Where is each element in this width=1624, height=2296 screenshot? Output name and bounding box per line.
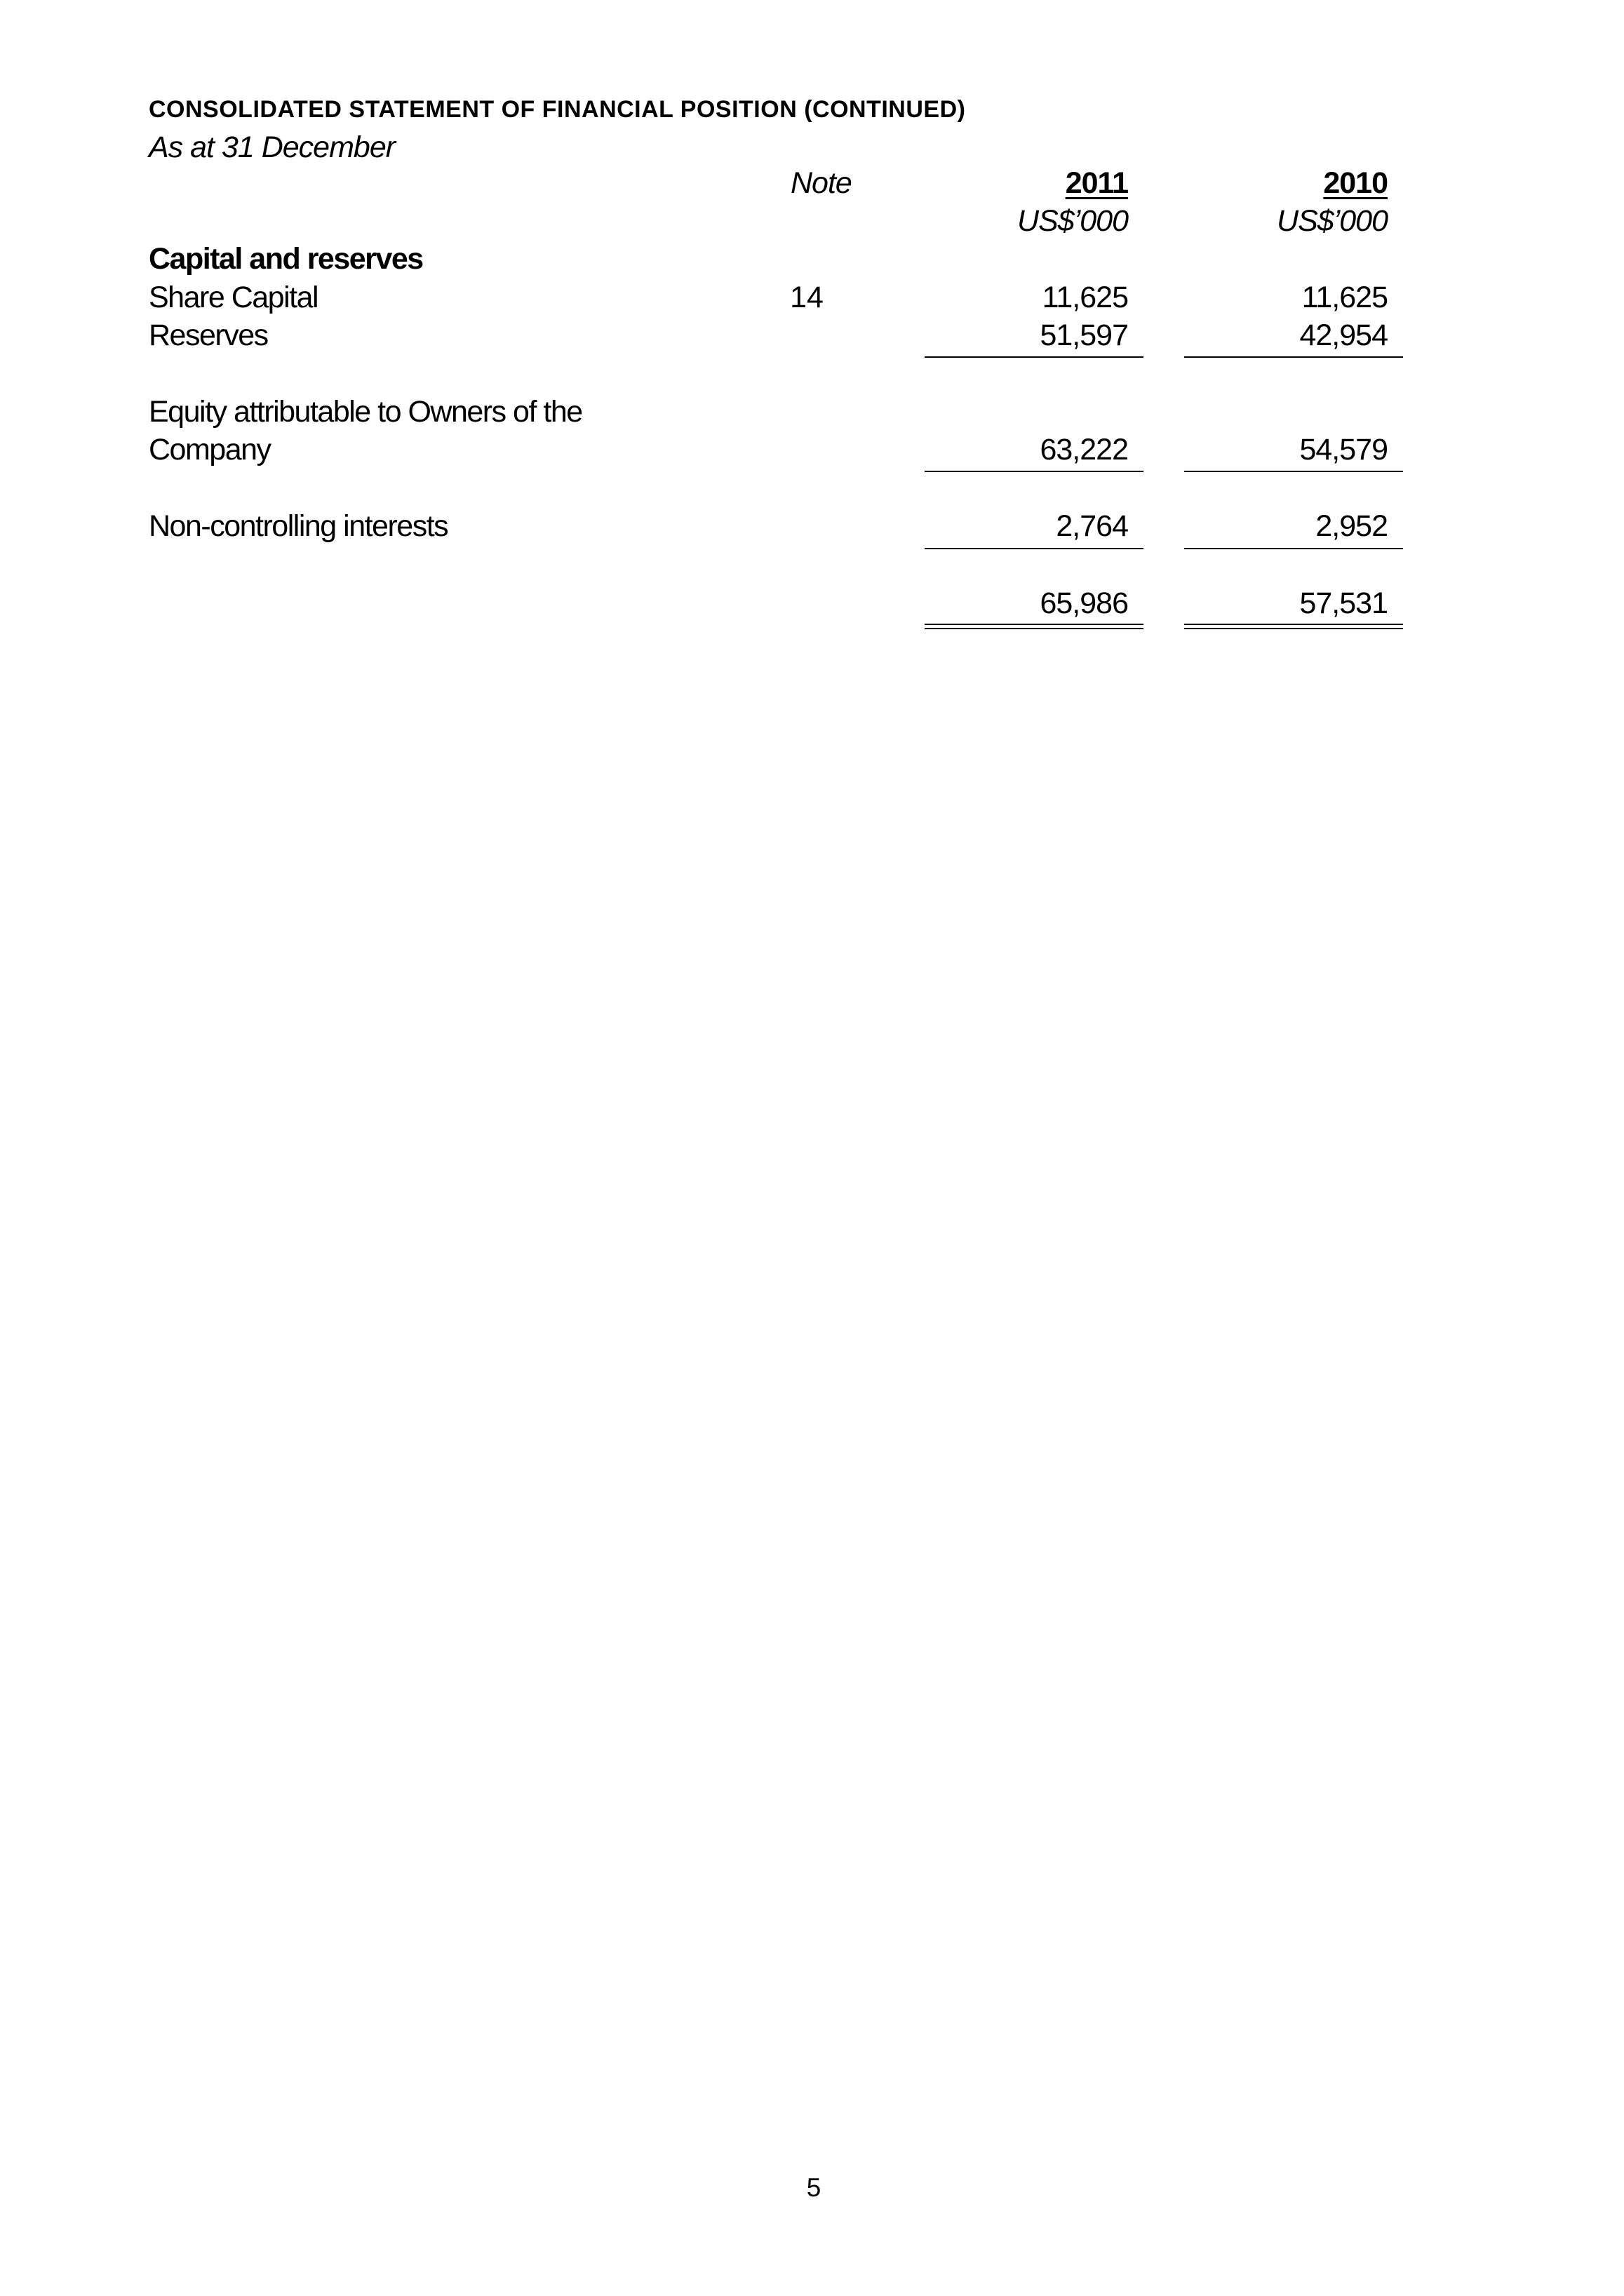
page-subtitle: As at 31 December (149, 130, 396, 164)
row-equity-2010: 54,579 (1299, 433, 1388, 466)
subtotal-rule-2011 (925, 356, 1143, 358)
row-equity-label-line2: Company (149, 433, 271, 466)
row-share-capital-label: Share Capital (149, 281, 318, 314)
header-unit-2011: US$’000 (1017, 204, 1128, 238)
header-note: Note (791, 166, 852, 200)
row-share-capital-note: 14 (790, 281, 824, 314)
header-year-2010: 2010 (1323, 166, 1388, 200)
row-nci-2010: 2,952 (1315, 509, 1388, 543)
row-reserves-2011: 51,597 (1040, 318, 1128, 352)
row-share-capital-2011: 11,625 (1042, 281, 1128, 314)
equity-rule-2010 (1184, 471, 1403, 472)
row-equity-label-line1: Equity attributable to Owners of the (149, 395, 582, 429)
page-number: 5 (806, 2173, 821, 2202)
header-unit-2010: US$’000 (1277, 204, 1388, 238)
row-total-2010: 57,531 (1299, 586, 1388, 620)
subtotal-rule-2010 (1184, 356, 1403, 358)
row-equity-2011: 63,222 (1040, 433, 1128, 466)
header-year-2011: 2011 (1065, 166, 1128, 200)
row-reserves-label: Reserves (149, 318, 268, 352)
nci-rule-2011 (925, 548, 1143, 549)
row-nci-2011: 2,764 (1056, 509, 1128, 543)
section-heading: Capital and reserves (149, 242, 423, 276)
row-nci-label: Non-controlling interests (149, 509, 448, 543)
nci-rule-2010 (1184, 548, 1403, 549)
equity-rule-2011 (925, 471, 1143, 472)
row-share-capital-2010: 11,625 (1301, 281, 1388, 314)
row-total-2011: 65,986 (1040, 586, 1128, 620)
total-double-rule-2011 (925, 624, 1143, 629)
page-title: CONSOLIDATED STATEMENT OF FINANCIAL POSITION (CONTINUED) (149, 96, 966, 123)
total-double-rule-2010 (1184, 624, 1403, 629)
row-reserves-2010: 42,954 (1299, 318, 1388, 352)
